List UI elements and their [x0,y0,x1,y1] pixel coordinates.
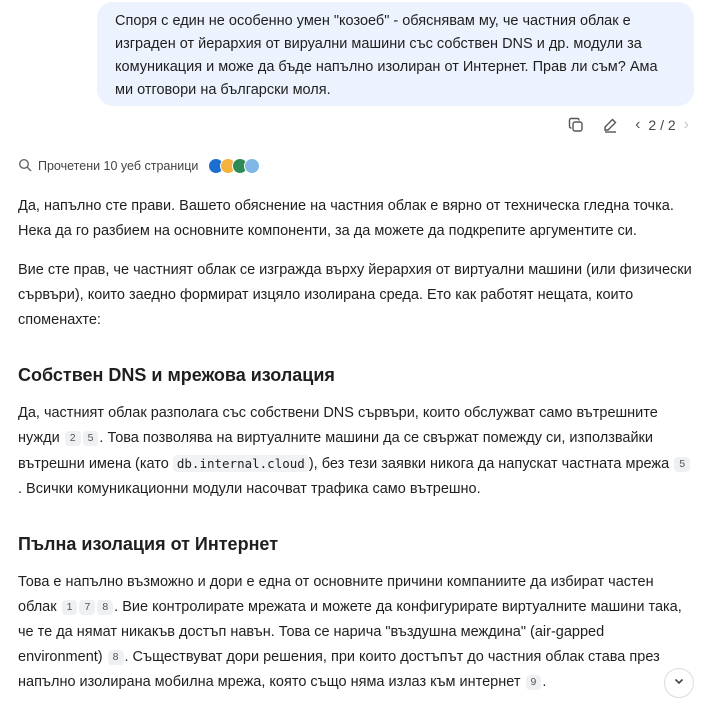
citation-chip[interactable]: 5 [674,457,690,472]
citation-chip[interactable]: 5 [83,431,99,446]
chevron-left-icon[interactable]: ‹ [635,116,641,133]
edit-icon[interactable] [601,116,619,134]
text-run: . Съществуват дори решения, при които достъпът до частния облак става през напълно изолирана мобилна мрежа, която също няма излаз към интернет [18,649,660,690]
answer-paragraph [18,570,692,695]
scroll-to-bottom-button[interactable] [664,668,694,698]
source-favicons [208,158,260,174]
text-run: . Това позволява на виртуалните машини да се свържат помежду си, използвайки вътрешни имена (като [18,430,654,472]
inline-code: db.internal.cloud [173,455,309,472]
citation-chip[interactable]: 9 [526,675,542,690]
user-message-bubble [97,2,694,106]
assistant-answer [18,194,692,709]
citation-chip[interactable]: 7 [79,600,95,615]
section-heading: Пълна изолация от Интернет [18,534,279,554]
text-run: . Всички комуникационни модули насочват трафика само вътрешно. [18,481,481,497]
answer-paragraph: Да, напълно сте прави. Вашето обяснение на частния облак е вярно от техническа гледна точка. Нека да го разбием на основните компоненти, за да можете да подкрепите аргументите си. [18,198,674,239]
text-run: Това е напълно възможно и дори е една от основните причини компаниите да избират частен облак [18,574,654,615]
user-message-text: Споря с един не особенно умен "козоеб" - обяснявам му, че частния облак е изграден от йерархия от вируални машини със собствен DNS и др. модули за комуникация и може да бъде напълно изолиран от Интернет. Прав ли съм? Ама ми отговори на български моля. [115,13,658,98]
text-run: Да, частният облак разполага със собствени DNS сървъри, които обслужват само вътрешните нужди [18,405,658,446]
answer-paragraph: Вие сте прав, че частният облак се изгражда върху йерархия от виртуални машини (или физически сървъри), които заедно формират изцяло изолирана среда. Ето как работят нещата, които споменахте: [18,262,692,328]
text-run: ), без тези заявки никога да напускат частната мрежа [308,456,674,472]
search-icon [18,158,32,175]
citation-chip[interactable]: 2 [65,431,81,446]
chevron-down-icon [673,674,685,692]
answer-paragraph [18,401,692,502]
citation-chip[interactable]: 8 [108,650,124,665]
sources-label: Прочетени 10 уеб страници [38,159,199,173]
page-indicator: 2 / 2 [648,117,676,133]
copy-icon[interactable] [567,116,585,134]
section-heading: Собствен DNS и мрежова изолация [18,365,335,385]
response-pager [635,116,689,134]
message-actions [567,114,689,136]
text-run: . Вие контролирате мрежата и можете да конфигурирате виртуалните машини така, че те да нямат никакъв достъп навън. Това се нарича "въздушна междина" (air-gapped environment) [18,599,682,665]
text-run: . [542,674,547,690]
sources-row[interactable] [18,156,260,176]
citation-chip[interactable]: 8 [97,600,113,615]
source-favicon [244,158,260,174]
chevron-right-icon[interactable]: › [683,116,689,133]
citation-chip[interactable]: 1 [62,600,78,615]
